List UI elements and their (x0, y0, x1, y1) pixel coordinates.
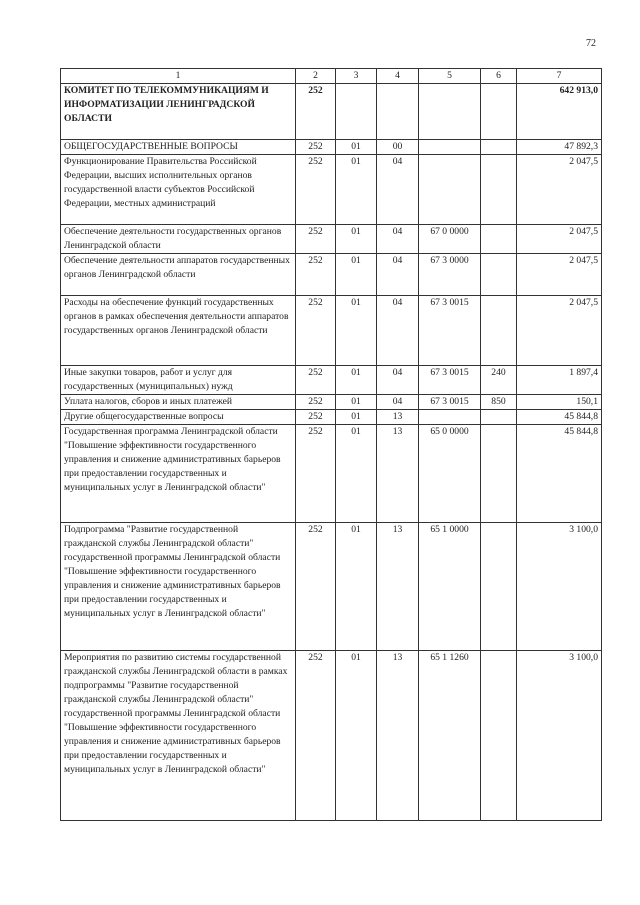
row-target-article-cell: 65 1 1260 (419, 651, 481, 821)
row-target-article-cell (419, 140, 481, 155)
row-expense-type-cell: 850 (481, 395, 517, 410)
row-name-cell: Государственная программа Ленинградской области "Повышение эффективности государственного управления и снижение административных барьеров при предоставлении государственных и муниципальных услуг в Ленинградской области" (61, 425, 296, 523)
row-admin-code-cell: 252 (296, 140, 336, 155)
row-section-cell (336, 84, 377, 140)
table-row (61, 225, 602, 254)
table-row (61, 425, 602, 523)
row-subsection-cell: 04 (377, 254, 419, 296)
row-section-cell: 01 (336, 366, 377, 395)
row-amount-cell: 3 100,0 (517, 523, 602, 651)
table-row (61, 155, 602, 225)
row-target-article-cell: 65 1 0000 (419, 523, 481, 651)
row-subsection-cell: 04 (377, 296, 419, 366)
row-amount-cell: 2 047,5 (517, 155, 602, 225)
row-target-article-cell: 67 3 0015 (419, 395, 481, 410)
row-target-article-cell (419, 84, 481, 140)
table-row (61, 84, 602, 140)
table-row (61, 140, 602, 155)
row-subsection-cell: 13 (377, 523, 419, 651)
header-col-1: 1 (61, 69, 296, 84)
row-name-cell: Обеспечение деятельности государственных органов Ленинградской области (61, 225, 296, 254)
row-subsection-cell: 13 (377, 651, 419, 821)
header-col-4: 4 (377, 69, 419, 84)
row-admin-code-cell: 252 (296, 395, 336, 410)
row-admin-code-cell: 252 (296, 84, 336, 140)
row-expense-type-cell (481, 254, 517, 296)
row-section-cell: 01 (336, 395, 377, 410)
row-name-cell: Обеспечение деятельности аппаратов государственных органов Ленинградской области (61, 254, 296, 296)
row-admin-code-cell: 252 (296, 296, 336, 366)
row-admin-code-cell: 252 (296, 651, 336, 821)
row-name-cell: Другие общегосударственные вопросы (61, 410, 296, 425)
row-section-cell: 01 (336, 155, 377, 225)
table-row (61, 366, 602, 395)
row-subsection-cell (377, 84, 419, 140)
row-amount-cell: 150,1 (517, 395, 602, 410)
row-target-article-cell (419, 155, 481, 225)
row-amount-cell: 2 047,5 (517, 225, 602, 254)
row-subsection-cell: 04 (377, 395, 419, 410)
row-section-cell: 01 (336, 296, 377, 366)
table-row (61, 410, 602, 425)
row-amount-cell: 642 913,0 (517, 84, 602, 140)
row-expense-type-cell (481, 651, 517, 821)
budget-table (60, 68, 602, 821)
row-name-cell: Иные закупки товаров, работ и услуг для государственных (муниципальных) нужд (61, 366, 296, 395)
row-expense-type-cell (481, 84, 517, 140)
table-row (61, 395, 602, 410)
header-col-5: 5 (419, 69, 481, 84)
row-subsection-cell: 00 (377, 140, 419, 155)
header-col-2: 2 (296, 69, 336, 84)
row-name-cell: Функционирование Правительства Российской Федерации, высших исполнительных органов государственной власти субъектов Российской Федерации, местных администраций (61, 155, 296, 225)
row-expense-type-cell (481, 155, 517, 225)
row-target-article-cell: 65 0 0000 (419, 425, 481, 523)
header-col-6: 6 (481, 69, 517, 84)
row-amount-cell: 1 897,4 (517, 366, 602, 395)
row-subsection-cell: 04 (377, 366, 419, 395)
row-target-article-cell (419, 410, 481, 425)
row-subsection-cell: 13 (377, 410, 419, 425)
table-row (61, 523, 602, 651)
row-name-cell: Расходы на обеспечение функций государственных органов в рамках обеспечения деятельности аппаратов государственных органов Ленинградской области (61, 296, 296, 366)
table-row (61, 254, 602, 296)
row-expense-type-cell (481, 225, 517, 254)
table-row (61, 651, 602, 821)
row-name-cell: Мероприятия по развитию системы государственной гражданской службы Ленинградской области в рамках подпрограммы "Развитие государственной гражданской службы Ленинградской области" государственной программы Ленинградской области "Повышение эффективности государственного управления и снижение административных барьеров при предоставлении государственных и муниципальных услуг в Ленинградской области" (61, 651, 296, 821)
row-admin-code-cell: 252 (296, 425, 336, 523)
row-expense-type-cell (481, 523, 517, 651)
row-amount-cell: 45 844,8 (517, 410, 602, 425)
row-target-article-cell: 67 0 0000 (419, 225, 481, 254)
row-section-cell: 01 (336, 523, 377, 651)
row-section-cell: 01 (336, 225, 377, 254)
row-section-cell: 01 (336, 651, 377, 821)
row-name-cell: КОМИТЕТ ПО ТЕЛЕКОММУНИКАЦИЯМ И ИНФОРМАТИЗАЦИИ ЛЕНИНГРАДСКОЙ ОБЛАСТИ (61, 84, 296, 140)
row-amount-cell: 2 047,5 (517, 296, 602, 366)
row-subsection-cell: 04 (377, 225, 419, 254)
row-amount-cell: 2 047,5 (517, 254, 602, 296)
table-header-row (61, 69, 602, 84)
row-target-article-cell: 67 3 0015 (419, 366, 481, 395)
row-expense-type-cell: 240 (481, 366, 517, 395)
row-name-cell: Подпрограмма "Развитие государственной гражданской службы Ленинградской области" государственной программы Ленинградской области "Повышение эффективности государственного управления и снижение административных барьеров при предоставлении государственных и муниципальных услуг в Ленинградской области" (61, 523, 296, 651)
row-name-cell: ОБЩЕГОСУДАРСТВЕННЫЕ ВОПРОСЫ (61, 140, 296, 155)
row-section-cell: 01 (336, 254, 377, 296)
row-admin-code-cell: 252 (296, 225, 336, 254)
row-expense-type-cell (481, 425, 517, 523)
row-admin-code-cell: 252 (296, 155, 336, 225)
row-amount-cell: 47 892,3 (517, 140, 602, 155)
table-row (61, 296, 602, 366)
row-section-cell: 01 (336, 140, 377, 155)
row-expense-type-cell (481, 410, 517, 425)
row-section-cell: 01 (336, 425, 377, 523)
row-amount-cell: 45 844,8 (517, 425, 602, 523)
row-admin-code-cell: 252 (296, 366, 336, 395)
row-target-article-cell: 67 3 0000 (419, 254, 481, 296)
row-expense-type-cell (481, 296, 517, 366)
row-name-cell: Уплата налогов, сборов и иных платежей (61, 395, 296, 410)
table-body (61, 69, 602, 821)
row-expense-type-cell (481, 140, 517, 155)
row-target-article-cell: 67 3 0015 (419, 296, 481, 366)
row-amount-cell: 3 100,0 (517, 651, 602, 821)
header-col-7: 7 (517, 69, 602, 84)
row-subsection-cell: 13 (377, 425, 419, 523)
row-section-cell: 01 (336, 410, 377, 425)
row-admin-code-cell: 252 (296, 254, 336, 296)
header-col-3: 3 (336, 69, 377, 84)
row-subsection-cell: 04 (377, 155, 419, 225)
row-admin-code-cell: 252 (296, 523, 336, 651)
row-admin-code-cell: 252 (296, 410, 336, 425)
page-number: 72 (586, 38, 596, 49)
